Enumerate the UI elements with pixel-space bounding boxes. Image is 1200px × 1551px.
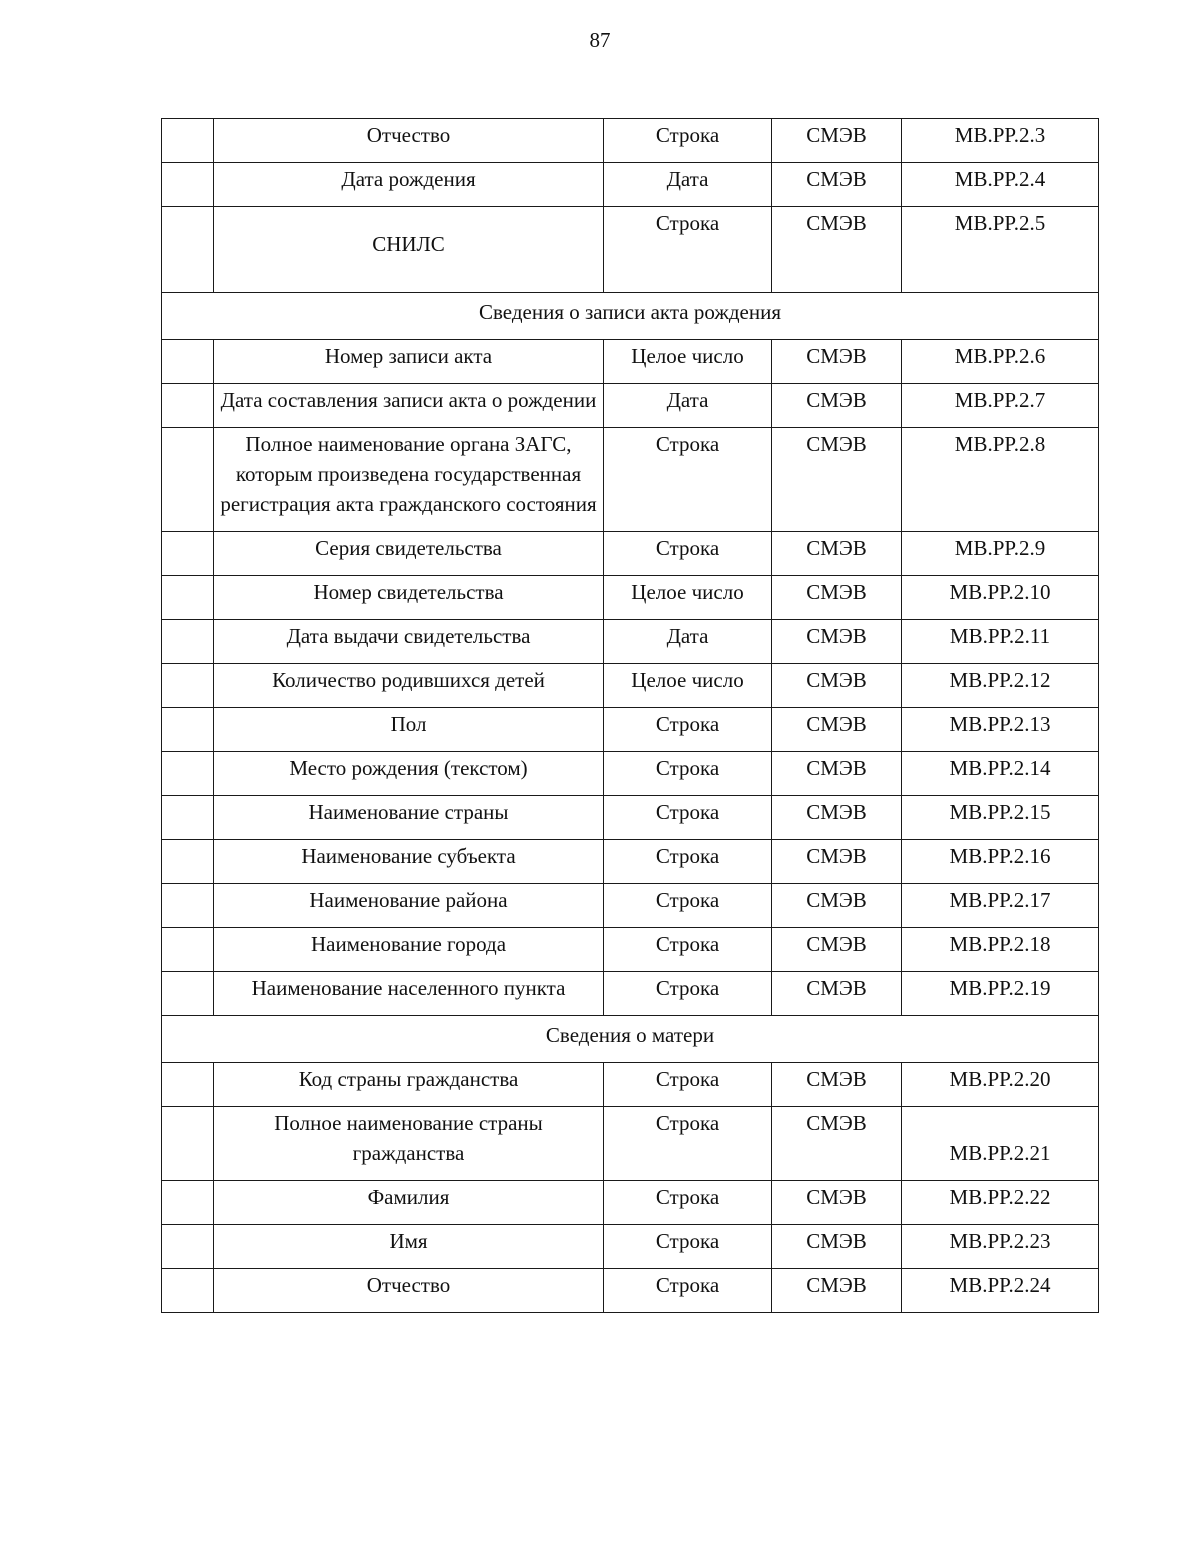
field-code-cell: MB.PP.2.4 (902, 163, 1099, 207)
field-source-cell: СМЭВ (772, 1107, 902, 1181)
field-code-cell: MB.PP.2.20 (902, 1063, 1099, 1107)
field-source-cell: СМЭВ (772, 1225, 902, 1269)
field-name-cell: Имя (214, 1225, 604, 1269)
field-code-cell: MB.PP.2.10 (902, 576, 1099, 620)
field-source-cell: СМЭВ (772, 972, 902, 1016)
table-row (162, 620, 1099, 664)
index-cell (162, 796, 214, 840)
field-type-cell: Целое число (604, 576, 772, 620)
field-name-cell: Место рождения (текстом) (214, 752, 604, 796)
field-type-cell: Строка (604, 428, 772, 532)
index-cell (162, 1181, 214, 1225)
field-name-cell: Полное наименование страны гражданства (214, 1107, 604, 1181)
field-source-cell: СМЭВ (772, 1063, 902, 1107)
field-code-cell: MB.PP.2.7 (902, 384, 1099, 428)
field-source-cell: СМЭВ (772, 752, 902, 796)
field-source-cell: СМЭВ (772, 796, 902, 840)
field-code-cell: MB.PP.2.23 (902, 1225, 1099, 1269)
index-cell (162, 752, 214, 796)
section-title-mother: Сведения о матери (162, 1016, 1099, 1063)
field-source-cell: СМЭВ (772, 119, 902, 163)
data-fields-table (161, 118, 1099, 1313)
section-title-birth-record: Сведения о записи акта рождения (162, 293, 1099, 340)
field-source-cell: СМЭВ (772, 384, 902, 428)
field-type-cell: Дата (604, 384, 772, 428)
field-code-cell: MB.PP.2.16 (902, 840, 1099, 884)
field-source-cell: СМЭВ (772, 532, 902, 576)
field-name-cell: Отчество (214, 119, 604, 163)
field-name-cell: СНИЛС (214, 207, 604, 293)
field-source-cell: СМЭВ (772, 428, 902, 532)
field-type-cell: Целое число (604, 340, 772, 384)
field-source-cell: СМЭВ (772, 620, 902, 664)
section-header-row (162, 1016, 1099, 1063)
table-row (162, 163, 1099, 207)
field-name-cell: Наименование субъекта (214, 840, 604, 884)
index-cell (162, 884, 214, 928)
field-code-cell: MB.PP.2.13 (902, 708, 1099, 752)
field-source-cell: СМЭВ (772, 840, 902, 884)
field-name-cell: Отчество (214, 1269, 604, 1313)
index-cell (162, 1063, 214, 1107)
index-cell (162, 840, 214, 884)
index-cell (162, 207, 214, 293)
index-cell (162, 119, 214, 163)
field-name-cell: Дата выдачи свидетельства (214, 620, 604, 664)
field-name-cell: Фамилия (214, 1181, 604, 1225)
field-name-cell: Наименование населенного пункта (214, 972, 604, 1016)
field-name-cell: Наименование города (214, 928, 604, 972)
field-name-cell: Наименование страны (214, 796, 604, 840)
field-type-cell: Строка (604, 884, 772, 928)
field-type-cell: Строка (604, 532, 772, 576)
field-name-cell: Номер свидетельства (214, 576, 604, 620)
index-cell (162, 576, 214, 620)
field-code-cell: MB.PP.2.19 (902, 972, 1099, 1016)
field-name-cell: Количество родившихся детей (214, 664, 604, 708)
field-type-cell: Строка (604, 119, 772, 163)
field-name-cell: Дата рождения (214, 163, 604, 207)
table-row (162, 119, 1099, 163)
index-cell (162, 972, 214, 1016)
field-type-cell: Строка (604, 1225, 772, 1269)
index-cell (162, 1107, 214, 1181)
table-row (162, 796, 1099, 840)
field-type-cell: Строка (604, 972, 772, 1016)
table-row (162, 576, 1099, 620)
field-code-cell: MB.PP.2.11 (902, 620, 1099, 664)
table-row (162, 752, 1099, 796)
field-code-cell: MB.PP.2.14 (902, 752, 1099, 796)
field-source-cell: СМЭВ (772, 576, 902, 620)
field-type-cell: Строка (604, 1063, 772, 1107)
field-code-cell: MB.PP.2.9 (902, 532, 1099, 576)
field-code-cell: MB.PP.2.18 (902, 928, 1099, 972)
section-header-row (162, 293, 1099, 340)
index-cell (162, 532, 214, 576)
table-row (162, 384, 1099, 428)
field-name-cell: Дата составления записи акта о рождении (214, 384, 604, 428)
field-source-cell: СМЭВ (772, 708, 902, 752)
field-type-cell: Строка (604, 1107, 772, 1181)
table-row (162, 708, 1099, 752)
table-row (162, 840, 1099, 884)
field-code-cell: MB.PP.2.17 (902, 884, 1099, 928)
field-name-cell: Наименование района (214, 884, 604, 928)
field-type-cell: Строка (604, 752, 772, 796)
field-name-cell: Номер записи акта (214, 340, 604, 384)
page-number: 87 (589, 28, 611, 52)
field-code-cell: MB.PP.2.22 (902, 1181, 1099, 1225)
table-row (162, 664, 1099, 708)
field-name-cell: Код страны гражданства (214, 1063, 604, 1107)
field-code-cell: MB.PP.2.5 (902, 207, 1099, 293)
field-type-cell: Строка (604, 207, 772, 293)
table-row (162, 1269, 1099, 1313)
index-cell (162, 620, 214, 664)
field-source-cell: СМЭВ (772, 1181, 902, 1225)
table-row (162, 884, 1099, 928)
field-source-cell: СМЭВ (772, 884, 902, 928)
index-cell (162, 708, 214, 752)
field-code-cell: MB.PP.2.3 (902, 119, 1099, 163)
index-cell (162, 1269, 214, 1313)
field-code-cell: MB.PP.2.8 (902, 428, 1099, 532)
field-code-cell: MB.PP.2.6 (902, 340, 1099, 384)
field-source-cell: СМЭВ (772, 1269, 902, 1313)
table-row (162, 972, 1099, 1016)
field-source-cell: СМЭВ (772, 340, 902, 384)
table-row (162, 340, 1099, 384)
table-row (162, 928, 1099, 972)
field-type-cell: Целое число (604, 664, 772, 708)
field-source-cell: СМЭВ (772, 207, 902, 293)
field-name-cell: Серия свидетельства (214, 532, 604, 576)
field-type-cell: Строка (604, 796, 772, 840)
index-cell (162, 928, 214, 972)
field-source-cell: СМЭВ (772, 664, 902, 708)
field-type-cell: Строка (604, 1269, 772, 1313)
field-code-cell: MB.PP.2.21 (902, 1107, 1099, 1181)
field-type-cell: Дата (604, 620, 772, 664)
field-type-cell: Строка (604, 840, 772, 884)
field-type-cell: Строка (604, 928, 772, 972)
table-row (162, 207, 1099, 293)
field-type-cell: Строка (604, 1181, 772, 1225)
field-code-cell: MB.PP.2.12 (902, 664, 1099, 708)
index-cell (162, 1225, 214, 1269)
table-row (162, 1225, 1099, 1269)
table-row (162, 1107, 1099, 1181)
index-cell (162, 664, 214, 708)
field-type-cell: Строка (604, 708, 772, 752)
field-name-cell: Полное наименование органа ЗАГС, которым произведена государственная регистрация акта гражданского состояния (214, 428, 604, 532)
table-row (162, 428, 1099, 532)
field-code-cell: MB.PP.2.15 (902, 796, 1099, 840)
index-cell (162, 340, 214, 384)
index-cell (162, 163, 214, 207)
table-row (162, 532, 1099, 576)
field-type-cell: Дата (604, 163, 772, 207)
field-source-cell: СМЭВ (772, 163, 902, 207)
field-code-cell: MB.PP.2.24 (902, 1269, 1099, 1313)
table-row (162, 1181, 1099, 1225)
index-cell (162, 428, 214, 532)
field-name-cell: Пол (214, 708, 604, 752)
index-cell (162, 384, 214, 428)
field-source-cell: СМЭВ (772, 928, 902, 972)
table-row (162, 1063, 1099, 1107)
